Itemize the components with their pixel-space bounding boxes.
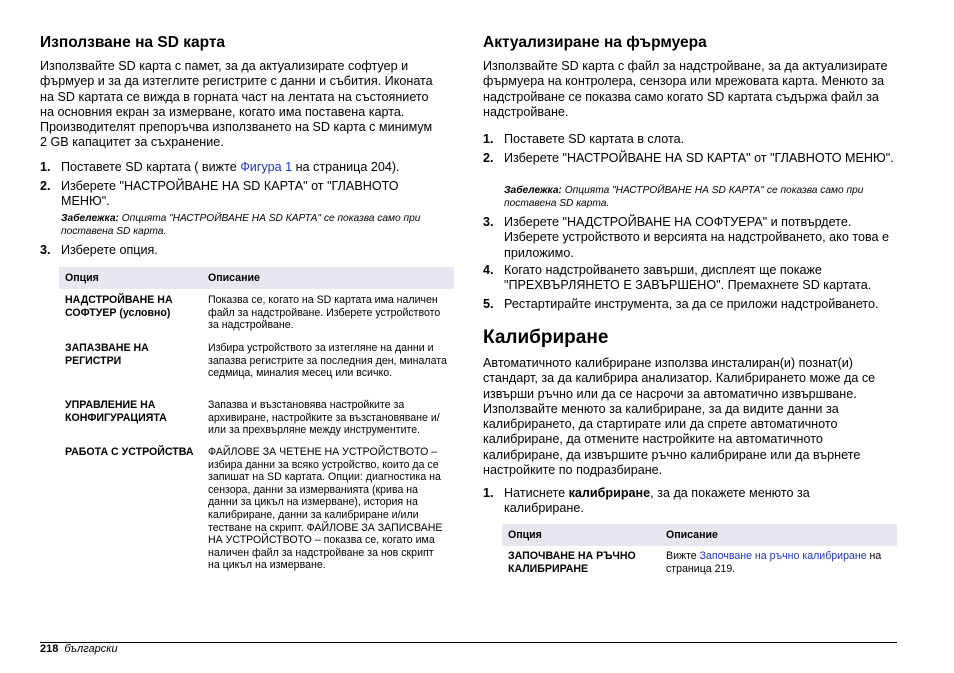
- calibration-options-table: [502, 524, 897, 575]
- table-header-row: [502, 524, 897, 546]
- firmware-heading: Актуализиране на фърмуера: [483, 34, 707, 51]
- sd-card-heading: Използване на SD карта: [40, 34, 226, 51]
- column-header-description: Описание: [660, 524, 897, 546]
- calibration-heading: Калибриране: [483, 327, 609, 348]
- figure-1-link[interactable]: Фигура 1: [240, 160, 293, 174]
- column-header-option: Опция: [59, 267, 202, 289]
- table-row: НАДСТРОЙВАНЕ НА СОФТУЕР (условно) Показва се, когато на SD картата има наличен файл за надстройване. Изберете устройството за надстройване.: [65, 294, 441, 332]
- sd-note: Забележка: Опцията "НАСТРОЙВАНЕ НА SD КАРТА" се показва само при поставена SD карта.: [61, 213, 421, 237]
- table-row: РАБОТА С УСТРОЙСТВА ФАЙЛОВЕ ЗА ЧЕТЕНЕ НА УСТРОЙСТВОТО – избира данни за всяко устройство, които да се запишат на SD картата. Опции: диагностика на сензора, данни за измерванията (крива на данни за цикъл на измерване), история на калибриране, данни за калибриране и/или тестване на скрипт. ФАЙЛОВЕ ЗА ЗАПИСВАНЕ НА УСТРОЙСТВОТО – показва се, когато има наличен файл за надстройване за нов скрипт на цикъл на измерване.: [65, 446, 443, 572]
- sd-options-table: [59, 267, 454, 572]
- firmware-intro: Използвайте SD карта с файл за надстройване, за да актуализирате фърмуера на контролера, сензора или мрежовата карта. Менюто за надстройване се показва само когато SD картата съдържа файл за надстройване.: [483, 59, 888, 119]
- calibration-keyword: калибриране: [568, 486, 651, 500]
- calibration-intro: Автоматичното калибриране използва инсталиран(и) познат(и) стандарт, за да калибрира анализатор. Калибрирането може да се извърши ръчно или да се насрочи за автоматично извършване. Използвайте менюто за калибриране, за да видите данни за калибрирането, да стартирате или да спрете автоматичното калибриране, да отмените настройките на автоматичното калибриране, да извършите ръчно калибриране или да върнете настройките по подразбиране.: [483, 356, 876, 478]
- column-header-option: Опция: [502, 524, 660, 546]
- table-header-row: [59, 267, 454, 289]
- firmware-note: Забележка: Опцията "НАСТРОЙВАНЕ НА SD КАРТА" се показва само при поставена SD карта.: [504, 185, 864, 209]
- column-header-description: Описание: [202, 267, 454, 289]
- page-footer: [40, 643, 118, 656]
- footer-language: български: [64, 643, 118, 655]
- sd-card-intro: Използвайте SD карта с памет, за да актуализирате софтуер и фърмуер и за да изтеглите регистрите с данни и събития. Иконата на SD картата се вижда в горната част на лентата на състоянието на основния екран за измерване, когато има поставена карта. Производителят препоръчва използването на SD карта с минимум 2 GB капацитет за съхранение.: [40, 59, 433, 150]
- page-number: 218: [40, 643, 59, 655]
- footer-divider: [40, 642, 897, 643]
- manual-calibration-link[interactable]: Започване на ръчно калибриране: [699, 550, 867, 562]
- table-row: ЗАПОЧВАНЕ НА РЪЧНО КАЛИБРИРАНЕ Вижте Започване на ръчно калибриране на страница 219.: [508, 550, 882, 575]
- table-row: УПРАВЛЕНИЕ НА КОНФИГУРАЦИЯТА Запазва и възстановява настройките за архивиране, настройките за възстановяване и/или за прехвърляне между инструментите.: [65, 399, 440, 437]
- table-row: ЗАПАЗВАНЕ НА РЕГИСТРИ Избира устройството за изтегляне на данни и запазва регистрите за последния ден, миналата седмица, миналия месец или всичко.: [65, 342, 447, 380]
